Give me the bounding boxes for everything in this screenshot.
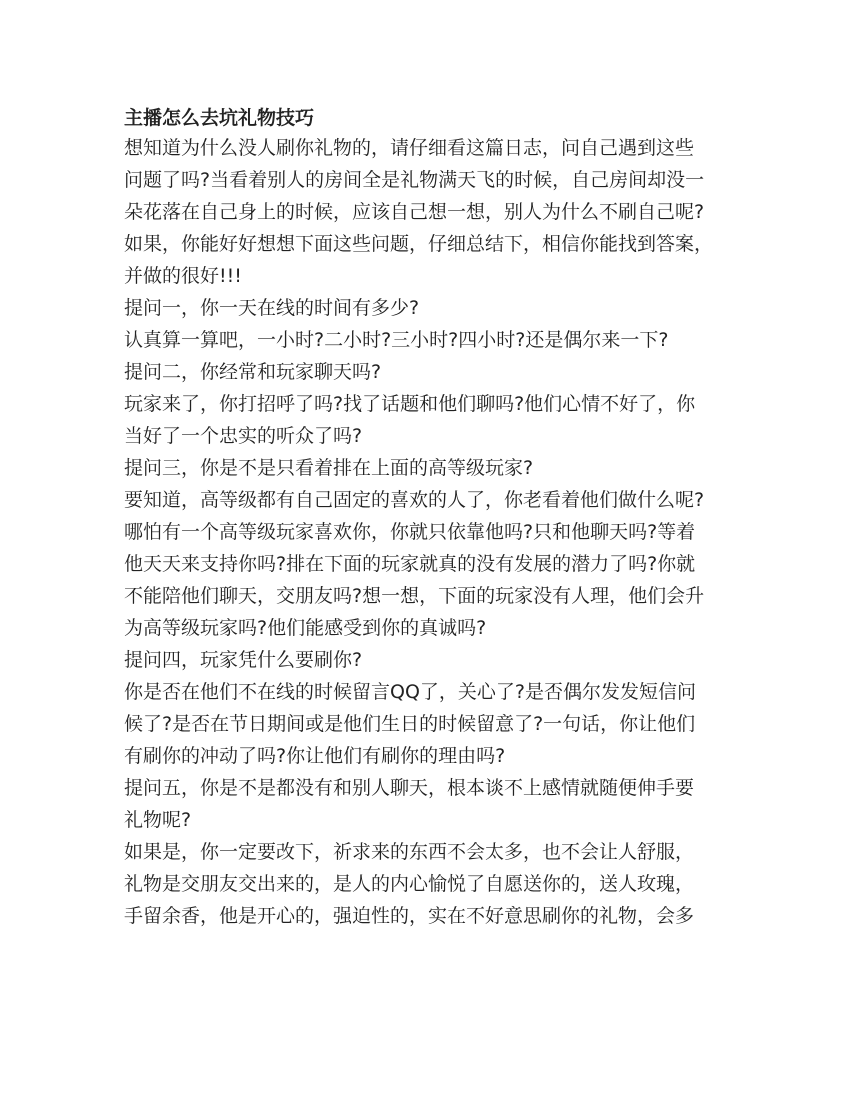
- text-line: 礼物是交朋友交出来的，是人的内心愉悦了自愿送你的，送人玫瑰，: [124, 873, 695, 895]
- text-line: 哪怕有一个高等级玩家喜欢你，你就只依靠他吗?只和他聊天吗?等着: [124, 521, 696, 543]
- text-line: 有刷你的冲动了吗?你让他们有刷你的理由吗?: [124, 745, 506, 767]
- paragraph: [124, 292, 754, 324]
- text-line: 想知道为什么没人刷你礼物的，请仔细看这篇日志，问自己遇到这些: [124, 137, 695, 159]
- text-line: 并做的很好!!!: [124, 265, 242, 287]
- paragraph: [124, 644, 754, 676]
- document-title: 主播怎么去坑礼物技巧: [124, 107, 315, 129]
- text-line: 提问五，你是不是都没有和别人聊天，根本谈不上感情就随便伸手要: [124, 777, 695, 799]
- paragraph: [124, 836, 754, 932]
- text-line: 玩家来了，你打招呼了吗?找了话题和他们聊吗?他们心情不好了，你: [124, 393, 696, 415]
- text-line: 不能陪他们聊天，交朋友吗?想一想，下面的玩家没有人理，他们会升: [124, 585, 705, 607]
- text-line: 他天天来支持你吗?排在下面的玩家就真的没有发展的潜力了吗?你就: [124, 553, 696, 575]
- text-line: 提问一，你一天在线的时间有多少?: [124, 297, 420, 319]
- text-line: 提问四，玩家凭什么要刷你?: [124, 649, 363, 671]
- text-line: 候了?是否在节日期间或是他们生日的时候留意了?一句话，你让他们: [124, 713, 696, 735]
- text-line: 手留余香，他是开心的，强迫性的，实在不好意思刷你的礼物，会多: [124, 905, 695, 927]
- text-line: 认真算一算吧，一小时?二小时?三小时?四小时?还是偶尔来一下?: [124, 329, 669, 351]
- paragraph: [124, 388, 754, 452]
- text-line: 问题了吗?当看着别人的房间全是礼物满天飞的时候，自己房间却没一: [124, 169, 705, 191]
- text-line: 为高等级玩家吗?他们能感受到你的真诚吗?: [124, 617, 487, 639]
- paragraph: [124, 484, 754, 644]
- paragraph: [124, 132, 754, 292]
- text-line: 当好了一个忠实的听众了吗?: [124, 425, 363, 447]
- document-page: [124, 104, 754, 932]
- paragraph: [124, 356, 754, 388]
- document-body: [124, 132, 754, 932]
- text-line: 如果是，你一定要改下，祈求来的东西不会太多，也不会让人舒服，: [124, 841, 695, 863]
- text-line: 礼物呢?: [124, 809, 192, 831]
- paragraph: [124, 676, 754, 772]
- text-line: 提问三，你是不是只看着排在上面的高等级玩家?: [124, 457, 534, 479]
- text-line: 要知道，高等级都有自己固定的喜欢的人了，你老看着他们做什么呢?: [124, 489, 705, 511]
- text-line: 你是否在他们不在线的时候留言QQ了，关心了?是否偶尔发发短信问: [124, 681, 696, 703]
- text-line: 提问二，你经常和玩家聊天吗?: [124, 361, 382, 383]
- text-line: 如果，你能好好想想下面这些问题，仔细总结下，相信你能找到答案，: [124, 233, 714, 255]
- paragraph: [124, 772, 754, 836]
- paragraph: [124, 324, 754, 356]
- text-line: 朵花落在自己身上的时候，应该自己想一想，别人为什么不刷自己呢?: [124, 201, 705, 223]
- paragraph: [124, 452, 754, 484]
